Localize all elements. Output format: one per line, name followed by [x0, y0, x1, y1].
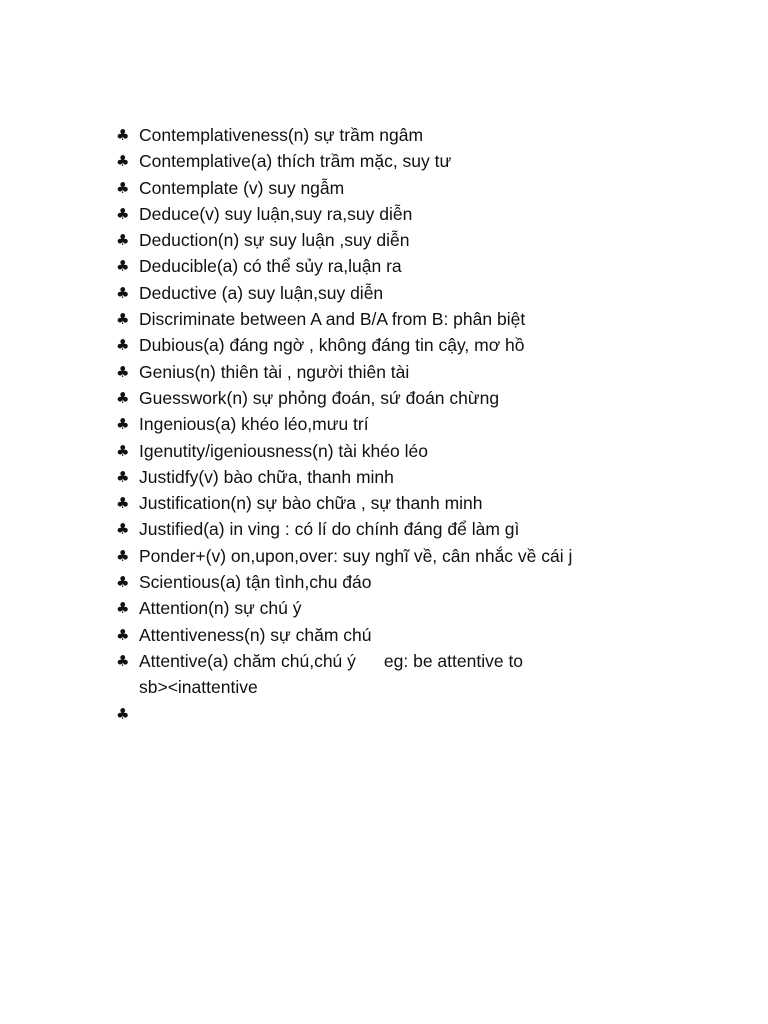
entry-example: eg: be attentive to	[383, 650, 524, 671]
list-item	[116, 490, 756, 516]
list-item	[116, 201, 756, 227]
club-suit-icon: ♣	[116, 704, 130, 723]
entry-text: Scientious(a) tận tình,chu đáo	[139, 572, 372, 593]
entry-text: Dubious(a) đáng ngờ , không đáng tin cậy, mơ hồ	[139, 335, 525, 356]
club-suit-icon: ♣	[116, 283, 130, 302]
club-suit-icon: ♣	[116, 520, 130, 539]
entry-text: Attentiveness(n) sự chăm chú	[139, 624, 372, 645]
club-suit-icon: ♣	[116, 651, 130, 670]
entry-text: Guesswork(n) sự phỏng đoán, sứ đoán chừng	[139, 387, 500, 408]
entry-text: Contemplate (v) suy ngẫm	[139, 177, 345, 198]
list-item	[116, 227, 756, 253]
club-suit-icon: ♣	[116, 388, 130, 407]
club-suit-icon: ♣	[116, 204, 130, 223]
list-item	[116, 332, 756, 358]
entry-text: Deduction(n) sự suy luận ,suy diễn	[139, 230, 410, 251]
entry-text: Discriminate between A and B/A from B: phân biệt	[139, 309, 526, 330]
entry-text: Deduce(v) suy luận,suy ra,suy diễn	[139, 203, 413, 224]
entry-text: Igenutity/igeniousness(n) tài khéo léo	[139, 440, 428, 461]
list-item	[116, 122, 756, 148]
vocabulary-list	[116, 122, 756, 727]
entry-text: Deductive (a) suy luận,suy diễn	[139, 282, 384, 303]
club-suit-icon: ♣	[116, 573, 130, 592]
list-item	[116, 543, 756, 569]
club-suit-icon: ♣	[116, 362, 130, 381]
entry-continuation: sb><inattentive	[139, 677, 258, 698]
list-item-empty	[116, 701, 756, 727]
club-suit-icon: ♣	[116, 152, 130, 171]
club-suit-icon: ♣	[116, 310, 130, 329]
list-item	[116, 359, 756, 385]
club-suit-icon: ♣	[116, 336, 130, 355]
entry-text: Contemplative(a) thích trầm mặc, suy tư	[139, 151, 452, 172]
entry-main: Attentive(a) chăm chú,chú ý	[139, 650, 356, 671]
club-suit-icon: ♣	[116, 441, 130, 460]
club-suit-icon: ♣	[116, 625, 130, 644]
club-suit-icon: ♣	[116, 178, 130, 197]
club-suit-icon: ♣	[116, 546, 130, 565]
club-suit-icon: ♣	[116, 415, 130, 434]
entry-text: Deducible(a) có thể sủy ra,luận ra	[139, 256, 402, 277]
list-item-attentive	[116, 648, 756, 701]
entry-text: Genius(n) thiên tài , người thiên tài	[139, 361, 410, 382]
entry-text-wrapped	[139, 648, 523, 701]
club-suit-icon: ♣	[116, 257, 130, 276]
list-item	[116, 411, 756, 437]
entry-text: Justified(a) in ving : có lí do chính đáng để làm gì	[139, 519, 520, 540]
entry-text: Justidfy(v) bào chữa, thanh minh	[139, 466, 394, 487]
list-item	[116, 438, 756, 464]
entry-text: Ponder+(v) on,upon,over: suy nghĩ về, cân nhắc về cái j	[139, 545, 573, 566]
club-suit-icon: ♣	[116, 467, 130, 486]
entry-text: Attention(n) sự chú ý	[139, 598, 302, 619]
list-item	[116, 569, 756, 595]
list-item	[116, 595, 756, 621]
list-item	[116, 148, 756, 174]
club-suit-icon: ♣	[116, 599, 130, 618]
list-item	[116, 280, 756, 306]
list-item	[116, 516, 756, 542]
list-item	[116, 175, 756, 201]
list-item	[116, 464, 756, 490]
list-item	[116, 385, 756, 411]
entry-text: Justification(n) sự bào chữa , sự thanh minh	[139, 493, 483, 514]
club-suit-icon: ♣	[116, 494, 130, 513]
club-suit-icon: ♣	[116, 231, 130, 250]
entry-text: Ingenious(a) khéo léo,mưu trí	[139, 414, 369, 435]
entry-text: Contemplativeness(n) sự trầm ngâm	[139, 125, 424, 145]
list-item	[116, 622, 756, 648]
list-item	[116, 253, 756, 279]
club-suit-icon: ♣	[116, 126, 130, 144]
list-item	[116, 306, 756, 332]
